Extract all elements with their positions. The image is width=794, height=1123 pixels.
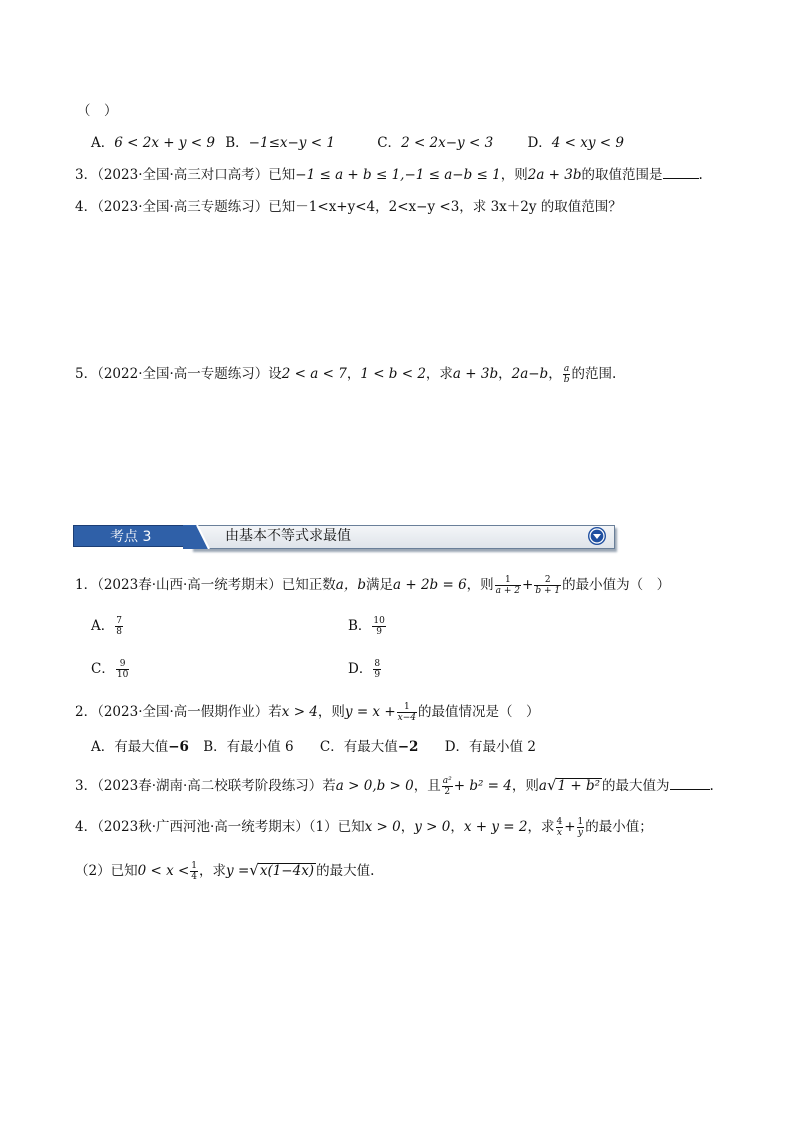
s1-option-c: C． $\frac{9}{10}$: [91, 659, 129, 680]
fraction: $\frac{1}{y}$: [577, 817, 584, 838]
option-a: A．有最大值−6: [91, 739, 189, 755]
fraction: $\frac{1}{x-4}$: [397, 702, 416, 723]
option-b: B．−1≤x−y < 1: [225, 135, 335, 151]
section-divider-slant: [183, 525, 213, 549]
question-4: 4．（2023·全国·高三专题练习）已知－1<x+y<4，2<x−y <3，求 3x＋2y 的取值范围？: [75, 199, 622, 215]
option-d: D．有最小值 2: [444, 739, 536, 755]
option-d: D．4 < xy < 9: [527, 135, 625, 151]
section-header: [73, 525, 614, 549]
question-5: 5．（2022·全国·高一专题练习）设2 < a < 7，1 < b < 2，求a + 3b，2a−b， $\frac{a}{b}$ 的范围.: [75, 364, 617, 385]
fraction: $\frac{1}{4}$: [191, 861, 198, 882]
section-question-4: 4．（2023秋·广西河池·高一统考期末）（1）已知x > 0，y > 0，x + y = 2，求 $\frac{4}{x}$ + $\frac{1}{y}$ 的最小值；: [75, 817, 653, 838]
fraction: $\frac{a}{b}$: [563, 364, 570, 385]
option-b: B．有最小值 6: [203, 739, 294, 755]
option-a: A．6 < 2x + y < 9: [91, 135, 215, 151]
fraction: $\frac{2}{b + 1}$: [535, 575, 561, 596]
answer-blank: [670, 777, 710, 790]
section-question-3: 3．（2023春·湖南·高二校联考阶段练习）若a > 0,b > 0，且 $\frac{\text{a²}}{2}$ + b² = 4，则a√1 + b² 的最大值为 .: [75, 776, 714, 797]
s2-options-row: [91, 738, 536, 756]
s1-option-d: D． $\frac{8}{9}$: [348, 659, 381, 680]
section-title: 由基本不等式求最值: [225, 528, 351, 544]
sqrt-sign: √: [249, 861, 259, 879]
question-continuation-paren: （ ）: [77, 103, 118, 119]
section-question-1: 1．（2023春·山西·高一统考期末）已知正数a，b满足a + 2b = 6，则 $\frac{1}{a + 2}$ + $\frac{2}{b + 1}$ 的最小值为（ ）: [75, 575, 671, 596]
section-question-2: 2．（2023·全国·高一假期作业）若x > 4，则y = x + $\frac{1}{x-4}$ 的最值情况是（ ）: [75, 702, 540, 723]
option-c: C．2 < 2x−y < 3: [377, 135, 494, 151]
fraction: $\frac{7}{8}$: [116, 616, 122, 637]
fraction: $\frac{\text{a²}}{2}$: [442, 776, 452, 797]
fraction: $\frac{1}{a + 2}$: [495, 575, 521, 596]
s1-option-b: B． $\frac{10}{9}$: [348, 616, 385, 637]
sqrt-sign: √: [546, 776, 557, 794]
prev-options-row: [91, 134, 624, 152]
fraction: $\frac{10}{9}$: [373, 616, 385, 637]
answer-blank: [663, 166, 699, 179]
section-question-4-part-2: （2）已知0 < x < $\frac{1}{4}$ ，求y =√x(1−4x) 的最大值.: [75, 861, 375, 882]
s1-option-a: A． $\frac{7}{8}$: [91, 616, 122, 637]
option-c: C．有最大值−2: [319, 739, 419, 755]
fraction: $\frac{4}{x}$: [556, 817, 563, 838]
question-3: 3．（2023·全国·高三对口高考）已知−1 ≤ a + b ≤ 1,−1 ≤ a−b ≤ 1，则2a + 3b的取值范围是 .: [75, 167, 703, 183]
chevron-down-icon[interactable]: [588, 527, 606, 545]
fraction: $\frac{8}{9}$: [374, 659, 381, 680]
section-label: 考点 3: [73, 525, 197, 547]
fraction: $\frac{9}{10}$: [116, 659, 129, 680]
